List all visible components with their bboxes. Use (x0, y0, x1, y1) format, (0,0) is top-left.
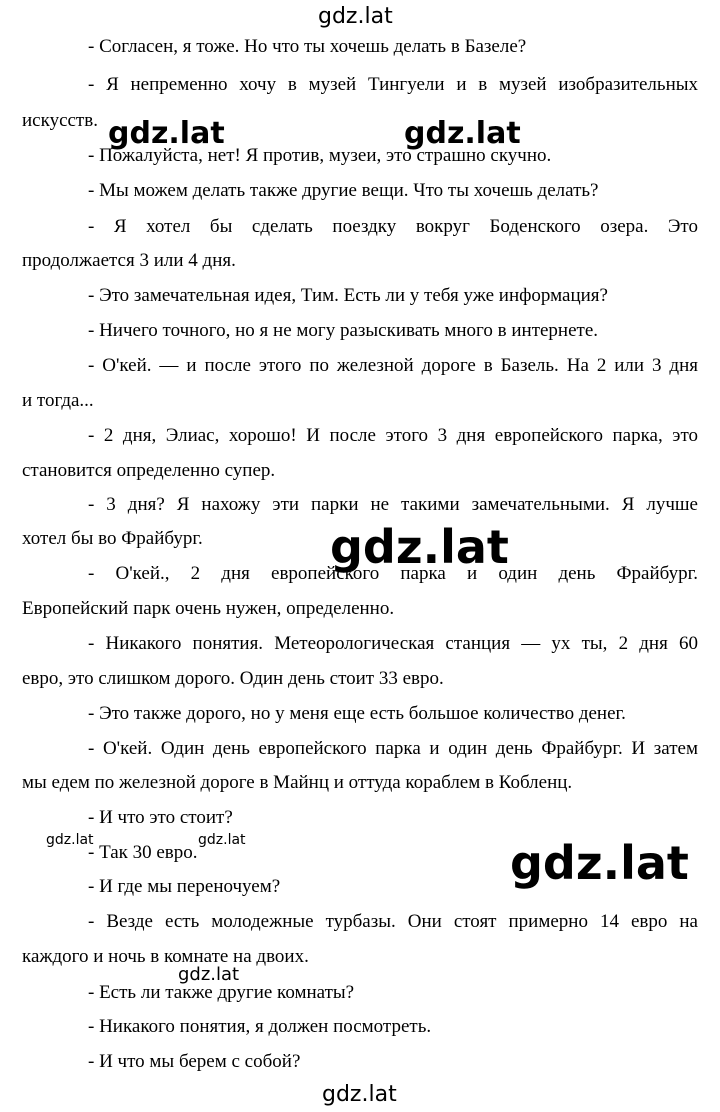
text-line: - Так 30 евро. (88, 842, 198, 863)
text-line: - 3 дня? Я нахожу эти парки не такими замечательными. Я лучше (88, 494, 698, 515)
watermark: gdz.lat (108, 116, 225, 151)
text-line: - Никакого понятия. Метеорологическая станция — ух ты, 2 дня 60 (88, 633, 698, 654)
text-line: каждого и ночь в комнате на двоих. (22, 946, 309, 967)
watermark: gdz.lat (510, 836, 689, 890)
text-line: евро, это слишком дорого. Один день стоит 33 евро. (22, 668, 444, 689)
text-line: - Согласен, я тоже. Но что ты хочешь делать в Базеле? (88, 36, 527, 57)
text-line: - Везде есть молодежные турбазы. Они стоят примерно 14 евро на (88, 911, 698, 932)
text-line: и тогда... (22, 390, 94, 411)
text-line: мы едем по железной дороге в Майнц и оттуда кораблем в Кобленц. (22, 772, 573, 793)
watermark: gdz.lat (198, 832, 246, 848)
text-line: - Никакого понятия, я должен посмотреть. (88, 1016, 432, 1037)
text-line: - О'кей. — и после этого по железной дороге в Базель. На 2 или 3 дня (88, 355, 698, 376)
text-line: искусств. (22, 110, 98, 131)
text-line: становится определенно супер. (22, 460, 276, 481)
text-line: - Ничего точного, но я не могу разыскивать много в интернете. (88, 320, 599, 341)
text-line: - И что это стоит? (88, 807, 233, 828)
text-line: - И где мы переночуем? (88, 876, 281, 897)
text-line: - Это также дорого, но у меня еще есть большое количество денег. (88, 703, 626, 724)
text-line: Европейский парк очень нужен, определенно. (22, 598, 395, 619)
text-line: - Я непременно хочу в музей Тингуели и в музей изобразительных (88, 74, 698, 95)
text-line: - О'кей., 2 дня европейского парка и один день Фрайбург. (88, 563, 698, 584)
text-line: - 2 дня, Элиас, хорошо! И после этого 3 дня европейского парка, это (88, 425, 698, 446)
text-line: - Я хотел бы сделать поездку вокруг Боденского озера. Это (88, 216, 698, 237)
watermark: gdz.lat (404, 116, 521, 151)
text-line: - И что мы берем с собой? (88, 1051, 301, 1072)
text-line: продолжается 3 или 4 дня. (22, 250, 236, 271)
watermark: gdz.lat (318, 4, 393, 29)
text-line: - Мы можем делать также другие вещи. Что ты хочешь делать? (88, 180, 599, 201)
watermark: gdz.lat (46, 832, 94, 848)
watermark: gdz.lat (330, 520, 509, 574)
text-line: - Это замечательная идея, Тим. Есть ли у тебя уже информация? (88, 285, 608, 306)
watermark: gdz.lat (178, 964, 240, 985)
watermark: gdz.lat (322, 1082, 397, 1107)
text-line: хотел бы во Фрайбург. (22, 528, 203, 549)
text-line: - О'кей. Один день европейского парка и один день Фрайбург. И затем (88, 738, 698, 759)
text-line: - Пожалуйста, нет! Я против, музеи, это страшно скучно. (88, 145, 552, 166)
text-line: - Есть ли также другие комнаты? (88, 982, 355, 1003)
